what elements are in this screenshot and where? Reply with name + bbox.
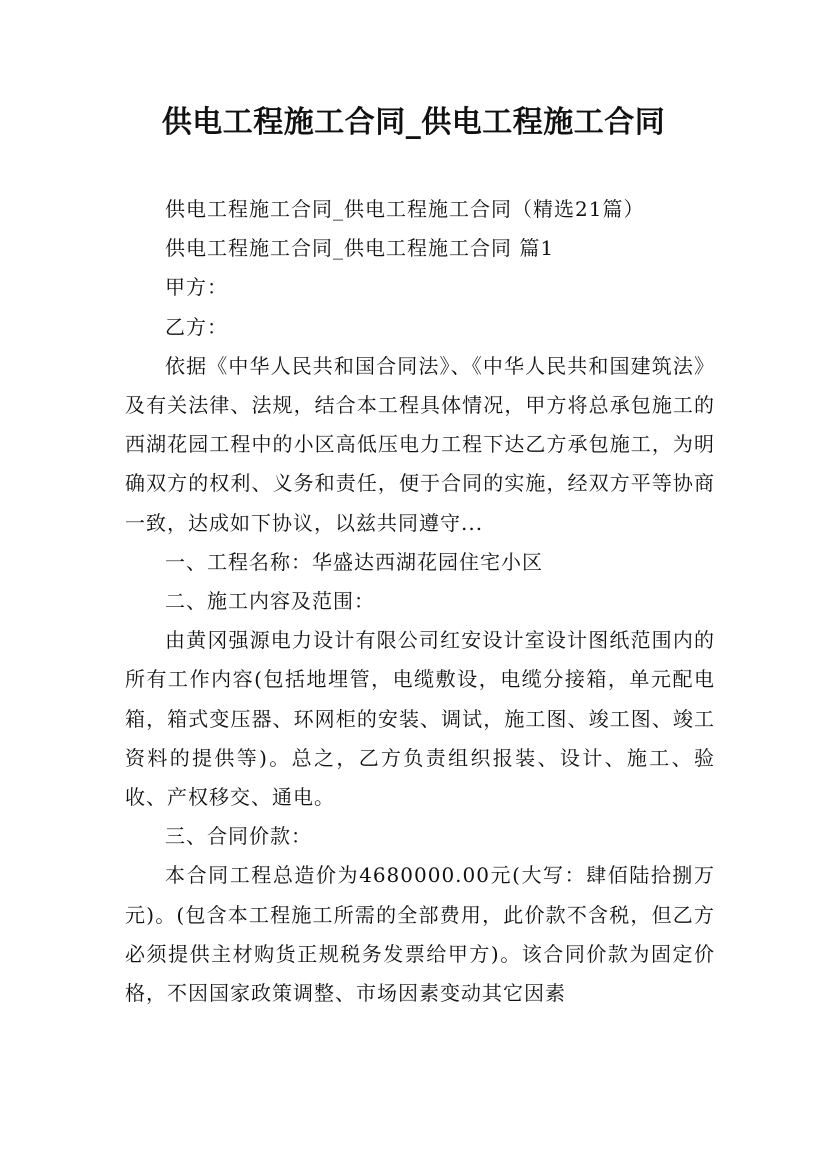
paragraph-subtitle: 供电工程施工合同_供电工程施工合同（精选21篇）: [165, 197, 645, 221]
paragraph-project-name: 一、工程名称：华盛达西湖花园住宅小区: [165, 549, 543, 574]
paragraph-section-heading: 供电工程施工合同_供电工程施工合同 篇1: [165, 236, 555, 261]
paragraph-scope-heading: 二、施工内容及范围：: [165, 589, 375, 614]
paragraph-price-content: 本合同工程总造价为4680000.00元(大写：肆佰陆拾捌万元)。(包含本工程施工所需的全部费用，此价款不含税，但乙方必须提供主材购货正规税务发票给甲方)。该合同价款为固定价格，不因国家政策调整、市场因素变动其它因素: [125, 863, 715, 1006]
paragraph-party-a: 甲方：: [165, 275, 228, 300]
paragraph-party-b: 乙方：: [165, 314, 228, 339]
document-body: [125, 190, 715, 1013]
paragraph-price-heading: 三、合同价款：: [165, 824, 312, 849]
document-title: 供电工程施工合同_供电工程施工合同: [161, 105, 666, 140]
paragraph-scope-content: 由黄冈强源电力设计有限公司红安设计室设计图纸范围内的所有工作内容(包括地埋管，电缆敷设，电缆分接箱，单元配电箱，箱式变压器、环网柜的安装、调试，施工图、竣工图、竣工资料的提供等)。总之，乙方负责组织报装、设计、施工、验收、产权移交、通电。: [125, 628, 715, 810]
paragraph-preamble: 依据《中华人民共和国合同法》、《中华人民共和国建筑法》及有关法律、法规，结合本工程具体情况，甲方将总承包施工的西湖花园工程中的小区高低压电力工程下达乙方承包施工，为明确双方的权利、义务和责任，便于合同的实施，经双方平等协商一致，达成如下协议，以兹共同遵守...: [125, 353, 715, 535]
